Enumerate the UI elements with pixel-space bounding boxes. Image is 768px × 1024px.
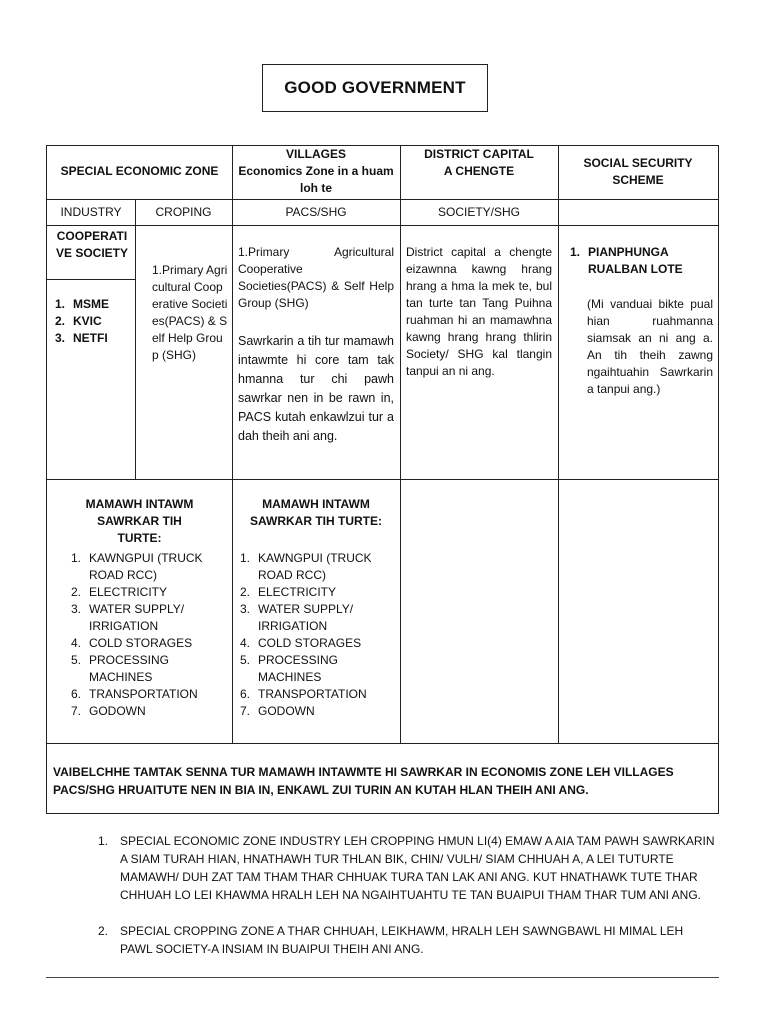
list-item: 3. WATER SUPPLY/ IRRIGATION [71, 602, 185, 633]
list-item: 3. NETFI [55, 331, 108, 345]
list-item: 4. COLD STORAGES [240, 636, 362, 650]
note-item: 1. SPECIAL ECONOMIC ZONE INDUSTRY LEH CROPPING HMUN LI(4) EMAW A AIA TAM PAWH SAWRKARIN A SIAM TURAH HIAN, HNATHAWH TUR THLAN BIK, CHIN/ VULH/ SIAM CHHUAH A, A LEI TUTURTE MAMAWH/ DUH ZAT TAM THAM THAR CHHUAK TURA TAN LAK ANI ANG. KUT HNATHAWK TUTE THAR CHHUAH LO LEI KHAWMA HRALH LEH NA NGAIHTUAHTU TE TAN BUAIPUI THAM THAR TUM ANI ANG. [98, 834, 715, 902]
subheader-industry: INDUSTRY [60, 205, 122, 219]
list-item: 4. COLD STORAGES [71, 636, 193, 650]
header-sez: SPECIAL ECONOMIC ZONE [60, 164, 219, 178]
header-villages-subtitle: Economics Zone in a huam loh te [238, 164, 394, 195]
column-divider [232, 146, 233, 743]
list-item: 5. PROCESSING MACHINES [71, 653, 170, 684]
list-item: 2. ELECTRICITY [71, 585, 168, 599]
subheader-croping: CROPING [155, 205, 212, 219]
footer-divider [46, 977, 719, 978]
list-item: 7. GODOWN [240, 704, 315, 718]
column-divider [135, 199, 136, 479]
social-item: 1. PIANPHUNGA RUALBAN LOTE [570, 245, 683, 276]
governance-table [46, 145, 719, 814]
header-district: DISTRICT CAPITAL A CHENGTE [424, 147, 534, 178]
row-divider [47, 225, 718, 226]
needs-heading-right: MAMAWH INTAWM SAWRKAR TIH TURTE: [250, 497, 382, 528]
list-item: 2. ELECTRICITY [240, 585, 337, 599]
list-item: 5. PROCESSING MACHINES [240, 653, 339, 684]
list-item: 6. TRANSPORTATION [240, 687, 367, 701]
column-divider [400, 146, 401, 743]
subheader-pacs: PACS/SHG [285, 205, 347, 219]
list-item: 1. KAWNGPUI (TRUCK ROAD RCC) [71, 551, 203, 582]
pacs-text-2: Sawrkarin a tih tur mamawh intawmte hi core tam tak hmanna tur chi pawh sawrkar nen in be rawn in, PACS kutah enkawlzui tur a dah theih ani ang. [238, 334, 394, 443]
industry-list [55, 296, 135, 347]
list-item: 7. GODOWN [71, 704, 146, 718]
page-title: GOOD GOVERNMENT [262, 64, 488, 112]
row-divider [47, 479, 718, 480]
header-social: SOCIAL SECURITY SCHEME [583, 156, 693, 187]
note-item: 2. SPECIAL CROPPING ZONE A THAR CHHUAH, LEIKHAWM, HRALH LEH SAWNGBAWL HI MIMAL LEH PAWL SOCIETY-A INSIAM IN BUAIPUI THEIH ANI ANG. [98, 924, 684, 956]
list-item: 1. KAWNGPUI (TRUCK ROAD RCC) [240, 551, 372, 582]
summary-text: VAIBELCHHE TAMTAK SENNA TUR MAMAWH INTAWMTE HI SAWRKAR IN ECONOMIS ZONE LEH VILLAGES PACS/SHG HRUAITUTE NEN IN BIA IN, ENKAWL ZUI TURIN AN KUTAH HLAN THEIH ANI ANG. [53, 765, 674, 797]
row-divider [47, 279, 135, 280]
notes-list [98, 832, 718, 958]
list-item: 2. KVIC [55, 314, 102, 328]
column-divider [558, 146, 559, 743]
list-item: 1. MSME [55, 297, 109, 311]
header-villages-title: VILLAGES [285, 147, 346, 161]
district-text: District capital a chengte eizawnna kawng hrang hrang a hma la mek te, bul tan turte tan Tang Puihna ruahman hi an mamawhna kawng hrang hrang thlirin Society/ SHG kal tlangin tanpui an ni ang. [406, 245, 552, 378]
social-note: (Mi vanduai bikte pual hian ruahmanna siamsak an ni ang a. An tih theih zawng ngaihtuahin Sawrkarin a tanpui ang.) [587, 297, 713, 396]
needs-list-right [240, 550, 390, 720]
pacs-text-1: 1.Primary Agricultural Cooperative Societies(PACS) & Self Help Group (SHG) [238, 245, 394, 310]
row-divider [47, 199, 718, 200]
list-item: 3. WATER SUPPLY/ IRRIGATION [240, 602, 354, 633]
needs-heading-left: MAMAWH INTAWM SAWRKAR TIH TURTE: [85, 497, 194, 545]
list-item: 6. TRANSPORTATION [71, 687, 198, 701]
croping-text: 1.Primary Agricultural Cooperative Societies(PACS) & Self Help Group (SHG) [152, 263, 228, 362]
header-villages [232, 146, 400, 197]
cooperative-society-label: COOPERATIVE SOCIETY [55, 229, 129, 260]
needs-list-left [71, 550, 221, 720]
row-divider [47, 743, 718, 744]
subheader-society: SOCIETY/SHG [437, 205, 520, 219]
